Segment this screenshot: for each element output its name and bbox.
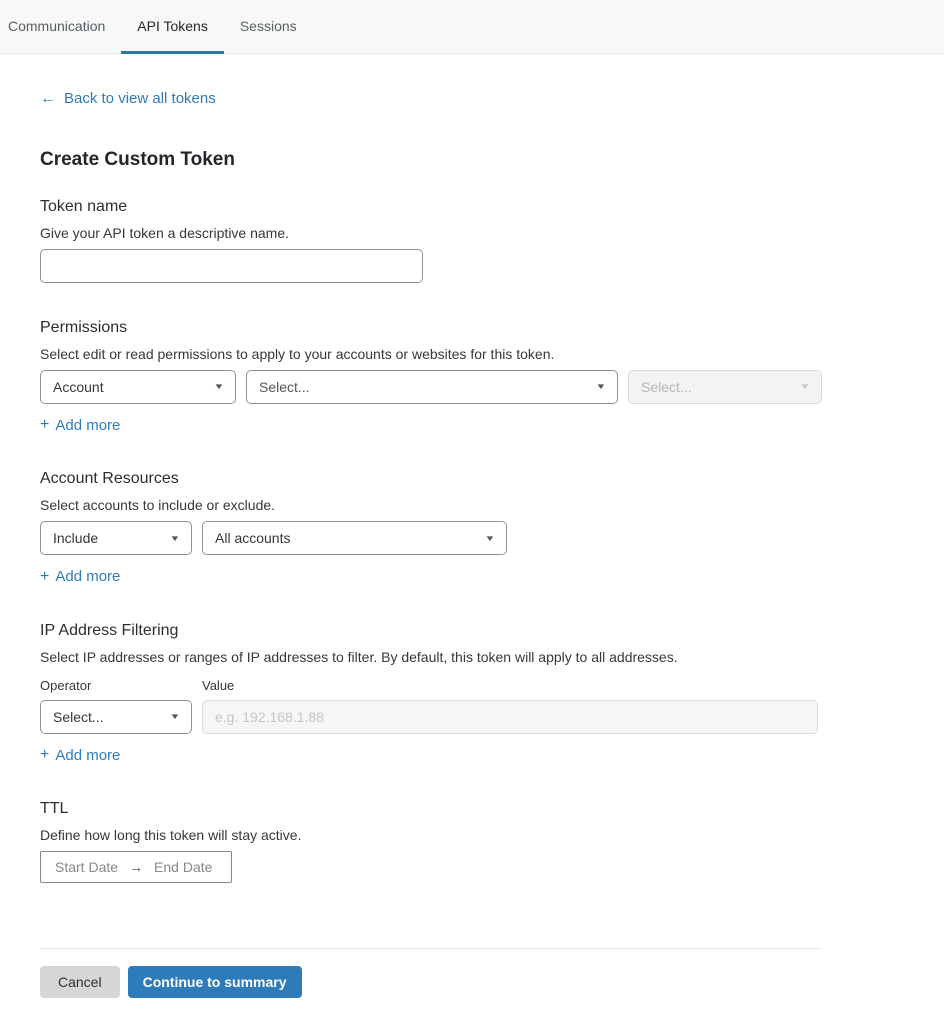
tab-sessions[interactable]: Sessions xyxy=(239,17,297,34)
value-label: Value xyxy=(202,677,235,693)
permission-scope-select[interactable] xyxy=(40,370,236,404)
continue-to-summary-button[interactable]: Continue to summary xyxy=(128,966,302,998)
chevron-down-icon: ▼ xyxy=(484,533,496,543)
ip-filtering-add-more-link[interactable] xyxy=(40,747,120,764)
permissions-row xyxy=(40,370,904,404)
section-ip-filtering xyxy=(40,622,904,765)
section-token-name xyxy=(40,198,904,283)
operator-label: Operator xyxy=(40,677,92,693)
tab-communication[interactable]: Communication xyxy=(8,17,106,34)
ip-filtering-heading: IP Address Filtering xyxy=(40,621,179,639)
end-date-placeholder: End Date xyxy=(154,859,213,875)
ttl-heading: TTL xyxy=(40,800,69,817)
include-exclude-value: Include xyxy=(53,530,99,546)
account-resources-add-more-link[interactable] xyxy=(40,568,120,585)
permission-access-placeholder: Select... xyxy=(641,378,692,395)
start-date-placeholder: Start Date xyxy=(55,859,119,875)
accounts-value: All accounts xyxy=(215,530,291,546)
token-name-description: Give your API token a descriptive name. xyxy=(40,224,290,241)
ip-filtering-row xyxy=(40,700,904,734)
add-more-label: Add more xyxy=(55,416,121,434)
section-account-resources xyxy=(40,470,904,586)
chevron-down-icon: ▼ xyxy=(169,533,181,543)
permission-access-select xyxy=(628,370,822,404)
account-resources-description: Select accounts to include or exclude. xyxy=(40,497,276,513)
add-more-label: Add more xyxy=(55,746,121,764)
footer-buttons xyxy=(40,966,904,998)
page-title: Create Custom Token xyxy=(40,148,235,170)
token-name-input[interactable] xyxy=(40,249,423,283)
footer-divider xyxy=(40,948,820,949)
chevron-down-icon: ▼ xyxy=(213,382,225,391)
back-arrow-icon: ← xyxy=(40,89,56,107)
tab-api-tokens[interactable]: API Tokens xyxy=(121,0,224,54)
ip-operator-select[interactable] xyxy=(40,700,192,734)
section-ttl xyxy=(40,800,904,883)
permission-type-select[interactable] xyxy=(246,370,618,404)
account-resources-heading: Account Resources xyxy=(40,470,179,487)
token-name-heading: Token name xyxy=(40,197,128,215)
permissions-add-more-link[interactable] xyxy=(40,417,120,434)
plus-icon: + xyxy=(40,567,50,585)
permissions-description: Select edit or read permissions to apply to your accounts or websites for this token. xyxy=(40,345,555,362)
ip-value-input xyxy=(202,700,818,734)
ttl-description: Define how long this token will stay active. xyxy=(40,827,302,843)
include-exclude-select[interactable] xyxy=(40,521,192,555)
section-permissions xyxy=(40,319,904,435)
cancel-button[interactable]: Cancel xyxy=(40,966,120,998)
account-resources-row xyxy=(40,521,904,555)
chevron-down-icon: ▼ xyxy=(595,382,607,391)
back-to-tokens-link[interactable] xyxy=(40,90,216,107)
tab-bar xyxy=(0,0,944,54)
permission-type-placeholder: Select... xyxy=(259,378,310,395)
ip-operator-placeholder: Select... xyxy=(53,708,104,725)
accounts-select[interactable] xyxy=(202,521,507,555)
create-token-form xyxy=(0,54,944,998)
back-link-label: Back to view all tokens xyxy=(64,90,216,107)
chevron-down-icon: ▼ xyxy=(169,712,181,721)
ip-filtering-description: Select IP addresses or ranges of IP addresses to filter. By default, this token will apply to all addresses. xyxy=(40,648,678,665)
ttl-date-range-picker[interactable] xyxy=(40,851,232,883)
plus-icon: + xyxy=(40,746,50,763)
ip-filtering-field-labels xyxy=(40,678,904,693)
permissions-heading: Permissions xyxy=(40,318,128,336)
right-arrow-icon: → xyxy=(129,859,144,875)
plus-icon: + xyxy=(40,416,50,433)
permission-scope-value: Account xyxy=(53,378,104,395)
add-more-label: Add more xyxy=(55,568,121,585)
chevron-down-icon: ▼ xyxy=(799,382,811,391)
